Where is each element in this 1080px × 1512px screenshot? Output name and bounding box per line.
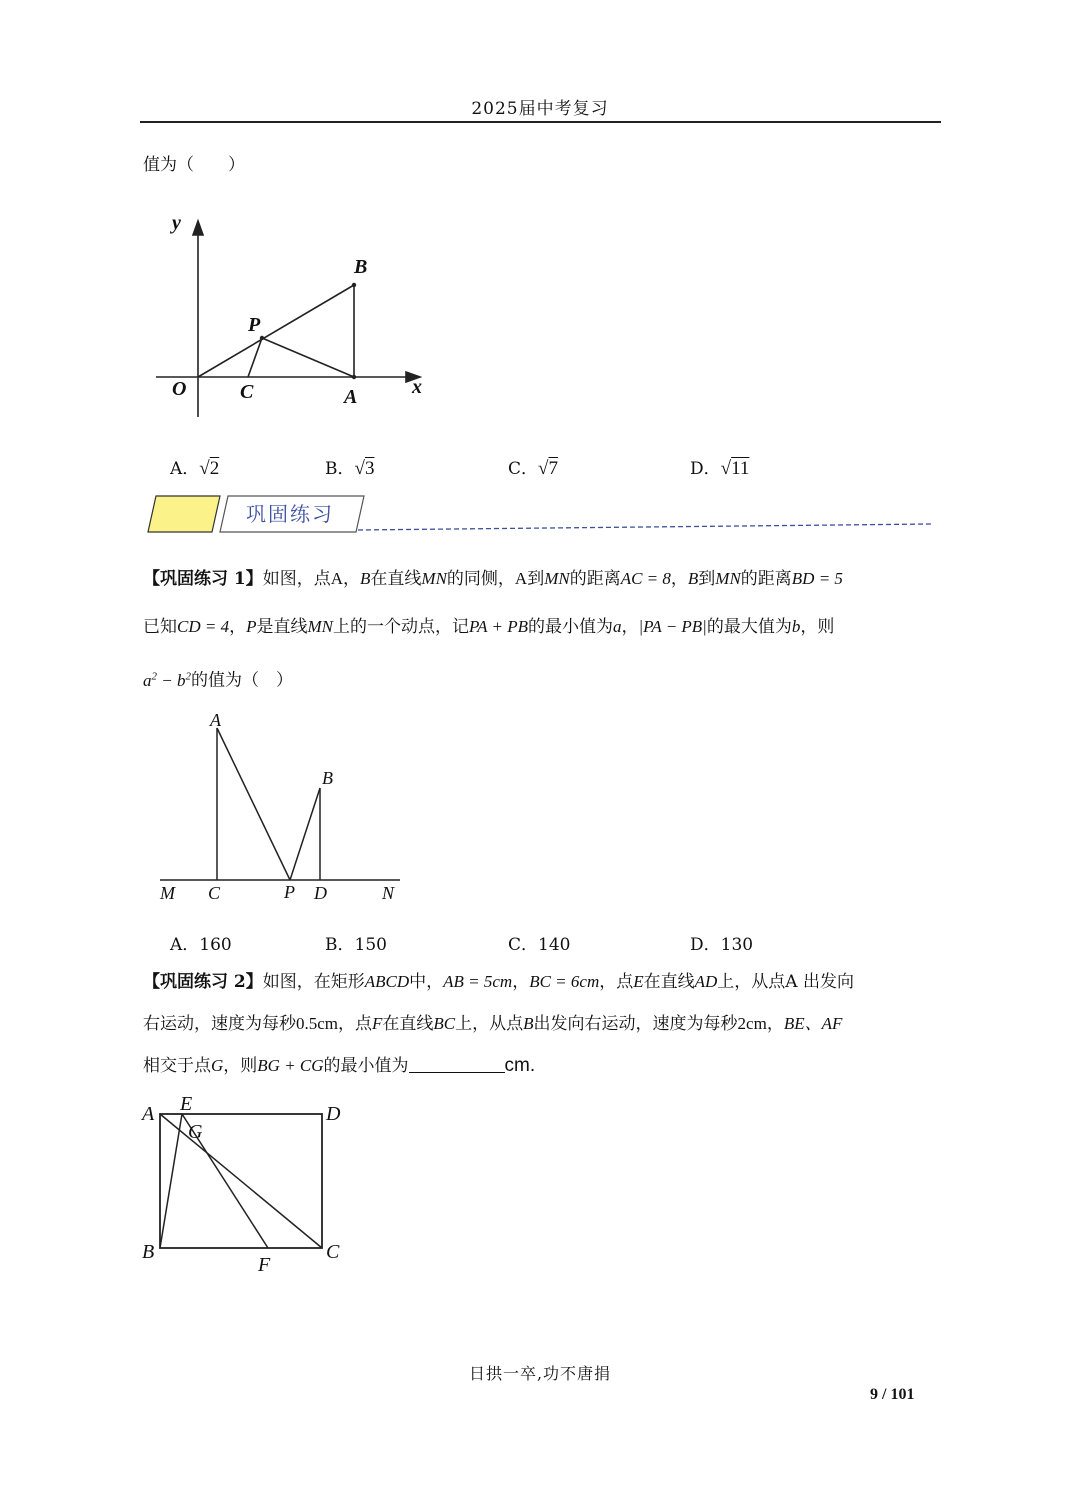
label-D: D	[314, 883, 327, 903]
label-F: F	[258, 1254, 271, 1276]
label-B: B	[354, 256, 368, 278]
page-header-title: 2025届中考复习	[471, 99, 609, 119]
label-C: C	[326, 1241, 340, 1263]
label-A: A	[142, 1103, 155, 1125]
ex1-option-c: C．140	[508, 935, 571, 955]
option-a: A．√2	[170, 458, 220, 479]
ex1-line2: 已知CD = 4，P是直线MN上的一个动点，记PA + PB的最小值为a，|PA − PB|的最大值为b，则	[143, 617, 835, 637]
option-b: B．√3	[325, 458, 375, 479]
label-D: D	[326, 1103, 341, 1125]
label-E: E	[180, 1093, 193, 1115]
label-N: N	[382, 883, 395, 903]
point-B	[352, 283, 356, 287]
label-C: C	[208, 883, 221, 903]
point-A	[352, 375, 356, 379]
banner-dashed-rule	[358, 524, 931, 530]
segment-AP	[217, 728, 290, 880]
label-B: B	[142, 1241, 155, 1263]
footer-motto: 日拱一卒,功不唐捐	[468, 1364, 612, 1383]
ex1-option-b: B．150	[325, 935, 387, 955]
section-banner	[146, 494, 936, 538]
option-c: C．√7	[508, 458, 558, 479]
segment-AC-like	[160, 1114, 322, 1248]
label-P: P	[248, 314, 261, 336]
label-A: A	[210, 710, 221, 730]
ex1-option-a: A．160	[170, 935, 232, 955]
label-x: x	[412, 376, 422, 398]
banner-yellow-tab	[148, 496, 220, 532]
page-number: 9 / 101	[870, 1386, 915, 1403]
segment-BE-ext	[160, 1114, 182, 1248]
answer-blank	[409, 1054, 505, 1073]
label-G: G	[188, 1121, 203, 1143]
label-M: M	[160, 883, 175, 903]
ex2-line1: 【巩固练习 2】如图，在矩形ABCD中，AB = 5cm，BC = 6cm，点E在直线AD上，从点A 出发向	[143, 972, 854, 992]
ex2-line2: 右运动，速度为每秒0.5cm，点F在直线BC上，从点B出发向右运动，速度为每秒2cm，BE、AF	[143, 1014, 843, 1034]
segment-PB	[290, 788, 320, 880]
segment-OB	[198, 285, 354, 377]
label-y: y	[172, 212, 181, 234]
point-P	[260, 336, 264, 340]
section-title: 巩固练习	[246, 504, 334, 526]
label-C: C	[240, 381, 254, 403]
ex2-line3: 相交于点G，则BG + CG的最小值为 cm.	[143, 1055, 536, 1076]
ex1-line1: 【巩固练习 1】如图，点A，B在直线MN的同侧，A到MN的距离AC = 8，B到MN的距离BD = 5	[143, 569, 843, 589]
option-d: D．√11	[690, 458, 750, 479]
y-axis-arrow	[193, 221, 203, 235]
ex1-line3: $a^2 - b^2$的值为（ ）	[143, 670, 293, 691]
figure-coordinate-triangle	[150, 205, 450, 425]
question-stem-tail: 值为（ ）	[143, 155, 245, 175]
label-O: O	[172, 378, 187, 400]
figure-mn-line	[150, 710, 420, 910]
label-B: B	[322, 768, 333, 788]
label-P: P	[284, 882, 295, 902]
figure-rectangle-abcd	[138, 1090, 368, 1280]
label-A: A	[344, 386, 358, 408]
header-divider	[140, 121, 941, 123]
segment-PA	[262, 338, 354, 377]
ex1-option-d: D．130	[690, 935, 754, 955]
